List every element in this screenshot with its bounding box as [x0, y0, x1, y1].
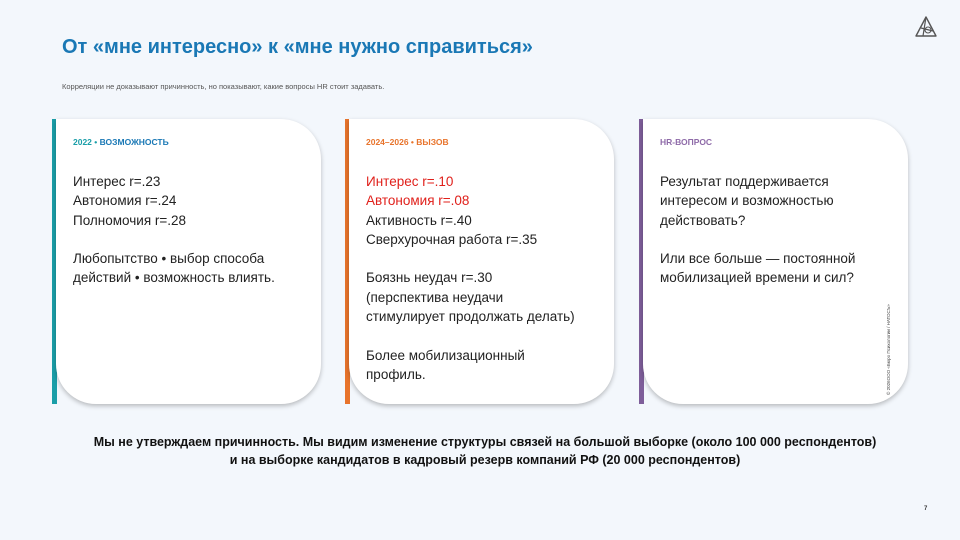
page-subtitle: Корреляции не доказывают причинность, но показывают, какие вопросы HR стоит задавать.	[62, 82, 385, 91]
card-paragraph: Любопытство • выбор способа действий • возможность влиять.	[73, 251, 275, 286]
page-number: 7	[924, 506, 928, 512]
card-challenge	[349, 119, 614, 404]
card-label-topic: ВОЗМОЖНОСТЬ	[99, 137, 169, 147]
metric-line: Полномочия r=.28	[73, 212, 187, 228]
metric-line: Сверхурочная работа r=.35	[366, 231, 538, 247]
triangle-logo-icon	[914, 15, 938, 39]
metric-line: Боязнь неудач r=.30	[366, 270, 493, 286]
metric-line-highlight: Автономия r=.08	[366, 193, 470, 209]
card-opportunity	[56, 119, 321, 404]
metric-line: Интерес r=.23	[73, 174, 161, 189]
metric-line: Автономия r=.24	[73, 193, 177, 209]
metric-line: Активность r=.40	[366, 212, 472, 228]
card-body	[73, 172, 309, 288]
card-label: HR-ВОПРОС	[660, 137, 713, 147]
card-text-line: Более мобилизационный	[366, 347, 525, 363]
card-paragraph: Результат поддерживается интересом и возможностью действовать?	[660, 174, 834, 228]
copyright-note: © 2026ООО «Бюро Психологии / НАТОСЪ»	[886, 304, 891, 395]
card-text-line: (перспектива неудачи	[366, 289, 504, 305]
card-text-line: стимулирует продолжать делать)	[366, 309, 575, 325]
card-paragraph: Или все больше — постоянной мобилизацией времени и сил?	[660, 251, 856, 286]
card-body	[366, 172, 602, 384]
card-label-year: 2022	[73, 137, 92, 147]
page-title: От «мне интересно» к «мне нужно справиться»	[62, 36, 533, 58]
footer-statement: Мы не утверждаем причинность. Мы видим изменение структуры связей на большой выборке (около 100 000 респондентов) и на выборке кандидатов в кадровый резерв компаний РФ (20 000 респондентов)	[93, 435, 877, 467]
card-label	[73, 137, 169, 147]
card-body	[660, 172, 896, 288]
metric-line-highlight: Интерес r=.10	[366, 174, 454, 189]
card-hr-question	[643, 119, 908, 404]
card-label-separator: •	[91, 137, 100, 147]
card-label: 2024–2026 • ВЫЗОВ	[366, 137, 449, 147]
card-text-line: профиль.	[366, 366, 426, 382]
